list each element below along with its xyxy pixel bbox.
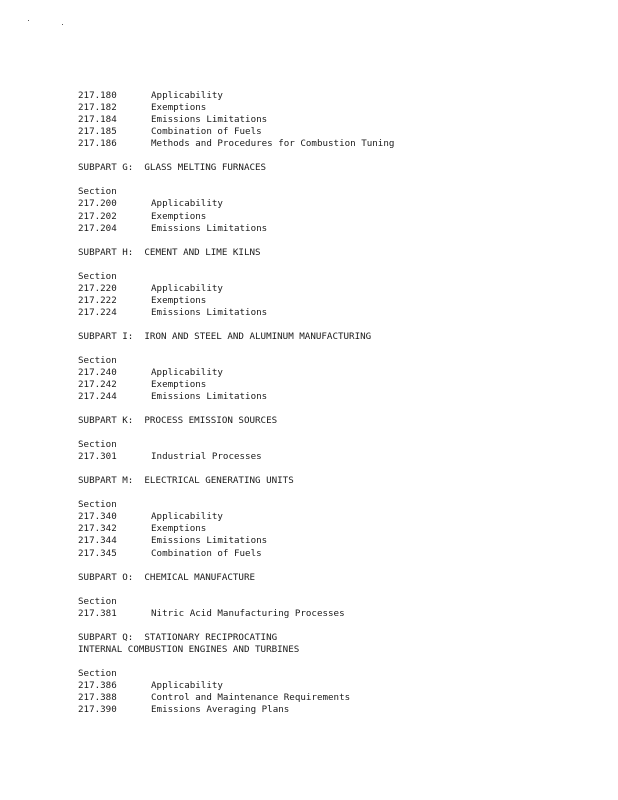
section-number: 217.244	[78, 391, 117, 403]
section-title: Emissions Limitations	[151, 222, 268, 234]
subpart-heading: SUBPART M: ELECTRICAL GENERATING UNITS	[78, 475, 294, 487]
toc-block	[78, 90, 598, 150]
section-label: Section	[78, 595, 117, 607]
toc-entry	[78, 90, 598, 102]
section-number: 217.342	[78, 523, 117, 535]
toc-entry	[78, 295, 598, 307]
toc-entry	[78, 114, 598, 126]
subpart-heading-continued: INTERNAL COMBUSTION ENGINES AND TURBINES	[78, 643, 300, 655]
subpart-heading: SUBPART H: CEMENT AND LIME KILNS	[78, 246, 261, 258]
section-title: Exemptions	[151, 379, 207, 391]
subpart-heading: SUBPART K: PROCESS EMISSION SOURCES	[78, 415, 278, 427]
section-number: 217.301	[78, 451, 117, 463]
section-number: 217.240	[78, 366, 117, 378]
toc-entry	[78, 391, 598, 403]
section-title: Emissions Limitations	[151, 114, 268, 126]
toc-entry	[78, 511, 598, 523]
section-title: Exemptions	[151, 210, 207, 222]
section-number: 217.220	[78, 282, 117, 294]
section-title: Exemptions	[151, 102, 207, 114]
section-title: Applicability	[151, 90, 223, 101]
toc-block	[78, 162, 598, 234]
section-number: 217.224	[78, 306, 117, 318]
toc-entry	[78, 367, 598, 379]
toc-entry	[78, 307, 598, 319]
table-of-contents	[78, 90, 598, 716]
section-number: 217.182	[78, 102, 117, 114]
toc-block	[78, 415, 598, 463]
section-number: 217.242	[78, 379, 117, 391]
section-title: Applicability	[151, 198, 223, 210]
section-title: Applicability	[151, 679, 223, 691]
section-title: Exemptions	[151, 523, 207, 535]
toc-block	[78, 572, 598, 620]
section-number: 217.386	[78, 679, 117, 691]
toc-block	[78, 632, 598, 716]
toc-entry	[78, 283, 598, 295]
toc-entry	[78, 535, 598, 547]
section-number: 217.186	[78, 138, 117, 150]
section-title: Emissions Averaging Plans	[151, 703, 290, 715]
toc-entry	[78, 548, 598, 560]
section-number: 217.344	[78, 535, 117, 547]
toc-entry	[78, 379, 598, 391]
section-title: Industrial Processes	[151, 451, 262, 463]
toc-entry	[78, 126, 598, 138]
section-label: Section	[78, 667, 117, 679]
section-title: Control and Maintenance Requirements	[151, 691, 351, 703]
toc-entry	[78, 608, 598, 620]
section-label: Section	[78, 354, 117, 366]
section-number: 217.345	[78, 547, 117, 559]
scan-speck	[28, 20, 29, 21]
section-title: Combination of Fuels	[151, 126, 262, 138]
section-label: Section	[78, 270, 117, 282]
section-title: Applicability	[151, 511, 223, 523]
subpart-heading: SUBPART Q: STATIONARY RECIPROCATING	[78, 631, 278, 643]
section-number: 217.381	[78, 607, 117, 619]
section-number: 217.184	[78, 114, 117, 126]
section-number: 217.340	[78, 511, 117, 523]
section-title: Exemptions	[151, 294, 207, 306]
toc-entry	[78, 523, 598, 535]
section-title: Emissions Limitations	[151, 391, 268, 403]
section-title: Emissions Limitations	[151, 306, 268, 318]
section-number: 217.390	[78, 703, 117, 715]
toc-entry	[78, 211, 598, 223]
toc-entry	[78, 680, 598, 692]
toc-entry	[78, 102, 598, 114]
section-label: Section	[78, 499, 117, 511]
section-number: 217.388	[78, 691, 117, 703]
section-title: Nitric Acid Manufacturing Processes	[151, 607, 345, 619]
section-title: Combination of Fuels	[151, 547, 262, 559]
section-title: Methods and Procedures for Combustion Tuning	[151, 138, 395, 150]
toc-entry	[78, 704, 598, 716]
section-number: 217.180	[78, 90, 117, 101]
subpart-heading: SUBPART I: IRON AND STEEL AND ALUMINUM MANUFACTURING	[78, 330, 372, 342]
section-title: Applicability	[151, 282, 223, 294]
section-number: 217.222	[78, 294, 117, 306]
section-title: Applicability	[151, 366, 223, 378]
toc-block	[78, 247, 598, 319]
section-number: 217.185	[78, 126, 117, 138]
section-title: Emissions Limitations	[151, 535, 268, 547]
section-label: Section	[78, 439, 117, 451]
toc-entry	[78, 451, 598, 463]
toc-entry	[78, 198, 598, 210]
toc-block	[78, 331, 598, 403]
section-label: Section	[78, 186, 117, 198]
toc-entry	[78, 223, 598, 235]
scan-speck	[62, 24, 63, 25]
section-number: 217.202	[78, 210, 117, 222]
section-number: 217.200	[78, 198, 117, 210]
section-number: 217.204	[78, 222, 117, 234]
toc-entry	[78, 138, 598, 150]
toc-entry	[78, 692, 598, 704]
subpart-heading: SUBPART G: GLASS MELTING FURNACES	[78, 162, 267, 174]
subpart-heading: SUBPART O: CHEMICAL MANUFACTURE	[78, 571, 256, 583]
toc-block	[78, 475, 598, 559]
